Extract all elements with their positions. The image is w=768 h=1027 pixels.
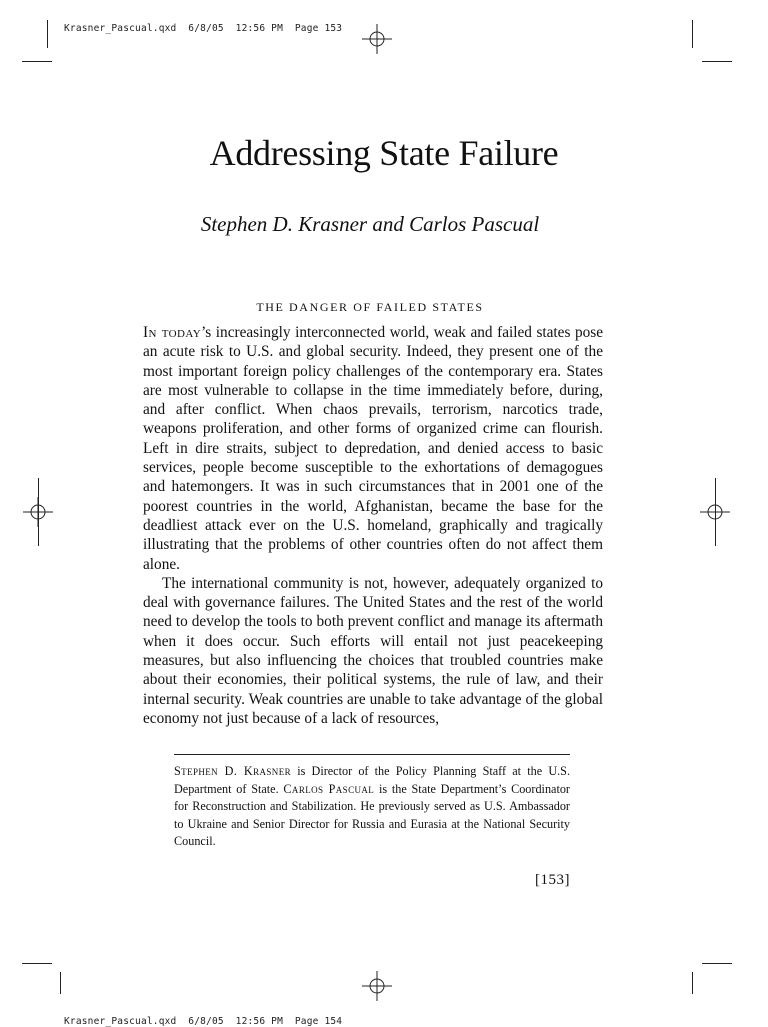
crop-mark (38, 478, 39, 546)
article-authors: Stephen D. Krasner and Carlos Pascual (200, 212, 540, 236)
crop-mark (47, 20, 48, 48)
crop-mark (692, 20, 693, 48)
paragraph: The international community is not, however, adequately organized to deal with governance failures. The United States and the rest of the world need to develop the tools to both prevent conflict and manage its aftermath when it does occur. Such efforts will entail not just peacekeeping measures, but also influencing the choices that troubled countries make about their economies, their political systems, the rule of law, and their internal security. Weak countries are unable to take advantage of the global economy not just because of a lack of resources, (143, 574, 603, 727)
section-heading: THE DANGER OF FAILED STATES (256, 300, 484, 314)
crop-mark (715, 478, 716, 546)
lead-small-caps: In today (143, 324, 202, 341)
registration-mark-icon (362, 971, 392, 1001)
paragraph-text: ’s increasingly interconnected world, weak and failed states pose an acute risk to U.S. and global security. Indeed, they present one of the most important foreign policy challenges of the contemporary era. States are most vulnerable to collapse in the time immediately before, during, and after conflict. When chaos prevails, terrorism, narcotics trade, weapons proliferation, and other forms of organized crime can flourish. Left in dire straits, subject to depredation, and denied access to basic services, people become susceptible to the exhortations of demagogues and hatemongers. It was in such circumstances that in 2001 one of the poorest countries in the world, Afghanistan, became the base for the deadliest attack ever on the U.S. homeland, graphically and tragically illustrating that the problems of other countries often do not affect them alone. (143, 324, 603, 573)
crop-mark (60, 972, 61, 994)
paragraph (143, 323, 603, 574)
crop-mark (22, 61, 52, 62)
crop-mark (702, 963, 732, 964)
registration-mark-icon (362, 24, 392, 54)
footnote-text: is the State Department’s Coordinator for Reconstruction and Stabilization. He previously served as U.S. Ambassador to Ukraine and Senior Director for Russia and Eurasia at the National Security Council. (174, 781, 570, 849)
crop-mark (22, 963, 52, 964)
file-slug-bottom: Krasner_Pascual.qxd 6/8/05 12:56 PM Page 154 (64, 1016, 343, 1027)
body-text (143, 323, 603, 728)
file-slug-top: Krasner_Pascual.qxd 6/8/05 12:56 PM Page 153 (64, 23, 343, 34)
crop-mark (692, 972, 693, 994)
author-name: Stephen D. Krasner (174, 764, 292, 778)
footnote-text: is Director of the Policy Planning Staff at the U.S. Department of State. (174, 764, 570, 796)
author-name: Carlos Pascual (283, 781, 375, 796)
crop-mark (702, 61, 732, 62)
article-title: Addressing State Failure (209, 133, 559, 173)
page-number: [153] (535, 872, 570, 888)
footnote (174, 763, 570, 851)
footnote-rule (174, 754, 570, 755)
